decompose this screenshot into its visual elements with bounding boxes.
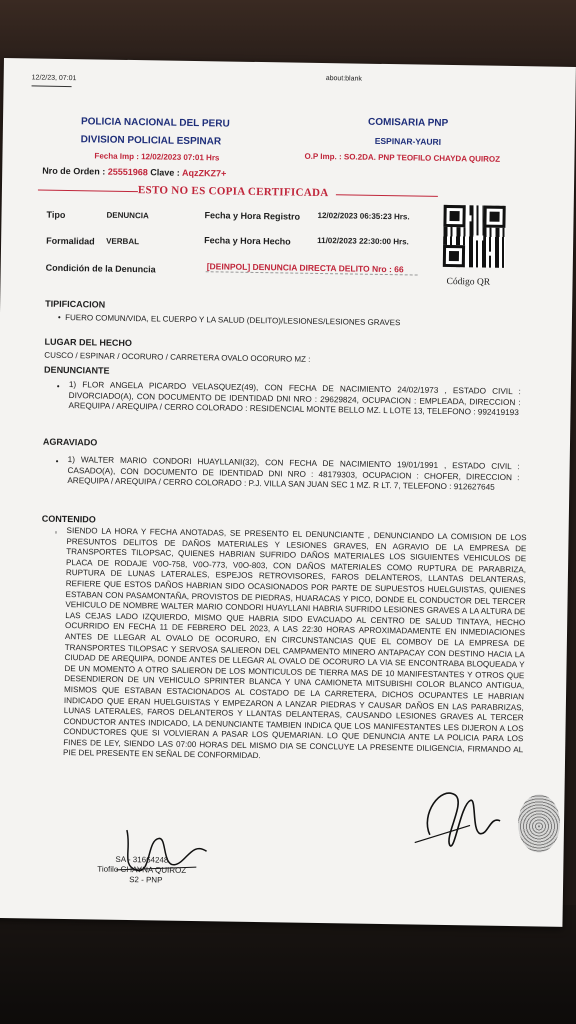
clave-label: Clave : — [150, 167, 180, 178]
hecho-value: 11/02/2023 22:30:00 Hrs. — [317, 235, 409, 247]
header-underline — [32, 85, 72, 87]
contenido-bullet: ◦ — [54, 527, 58, 537]
division-name: DIVISION POLICIAL ESPINAR — [80, 134, 222, 148]
formalidad-value: VERBAL — [106, 236, 140, 247]
print-url: about:blank — [325, 75, 362, 83]
lugar-value: CUSCO / ESPINAR / OCORURO / CARRETERA OVALO OCORURO MZ : — [44, 350, 311, 364]
tipificacion-title: TIPIFICACION — [45, 298, 106, 310]
officer-id: SA - 31664248 — [115, 854, 169, 865]
denunciante-title: DENUNCIANTE — [44, 364, 110, 376]
print-datetime: 12/2/23, 07:01 — [31, 74, 77, 83]
qr-label: Código QR — [446, 276, 491, 288]
agraviado-title: AGRAVIADO — [42, 436, 98, 448]
org-name: POLICIA NACIONAL DEL PERU — [80, 116, 230, 130]
officer-name: Tiofilo CHAYNA QUIROZ — [97, 864, 187, 875]
order-line — [42, 166, 226, 179]
fingerprint — [518, 794, 561, 853]
document-page — [0, 58, 576, 927]
condicion-value: [DEINPOL] DENUNCIA DIRECTA DELITO Nro : 66 — [206, 261, 404, 275]
registro-label: Fecha y Hora Registro — [204, 210, 301, 222]
orden-value: 25551968 — [107, 166, 148, 178]
tipo-label: Tipo — [46, 209, 66, 220]
comisaria-location: ESPINAR-YAURI — [374, 135, 442, 147]
contenido-text: SIENDO LA HORA Y FECHA ANOTADAS, SE PRESENTO EL DENUNCIANTE , DENUNCIANDO LA COMISION DE LOS PRESUNTOS DELITOS DE DAÑOS MATERIALES Y LESIONES GRAVES, EN AGRAVIO DE LA EMPRESA DE TRANSPORTES TILOPSAC, QUIENES HABRIAN SUFRIDO DAÑOS MATERIALES LOS SIGUIENTES VEHICULOS DE PLACA DE RODAJE V0O-758, V0O-773, V0O-803, CON DAÑOS MATERIALES COMO RUPTURA DE PARABRIZA, RUPTURA DE LUNAS LATERALES, ESPEJOS RETROVISORES, FAROS DELANTEROS, LLANTAS DELANTERAS, REFIERE QUE ESTOS DAÑOS HABRIAN SIDO OCASIONADOS POR PARTE DE SUPUESTOS HUELGUISTAS, QUIENES ESTABAN CON PASAMONTAÑA, PROVISTOS DE PIEDRAS, HUARACAS Y PICO, DONDE EL CONDUCTOR DEL TERCER VEHICULO DE NOMBRE WALTER MARIO CONDORI HUAYLLANI HABRIA SUFRIDO LESIONES GRAVES A LA ALTURA DE LAS CEJAS LADO IZQUIERDO, MISMO QUE HABRIA SIDO EVACUADO AL CENTRO DE SALUD TINTAYA, HECHO OCURRIDO EN FECHA 11 DE FEBRERO DEL 2023, A LAS 22:30 HORAS APROXIMADAMENTE EN INMEDIACIONES ANTES DE LLEGAR AL OVALO DE OCORURO, EN CIRCUNSTANCIAS QUE EL COMBOY DE LA EMPRESA DE TRANSPORTES TILOPSAC Y SERVOSA SALIERON DEL CAMPAMENTO MINERO ANTAPACAY CON DESTINO HACIA LA CIUDAD DE AREQUIPA, DONDE ANTES DE LLEGAR AL OVALO DE OCORURO LA VIA SE ENCONTRABA BLOQUEADA Y DE UN MOMENTO A OTRO SALIERON DE LOS MONTICULOS DE TIERRA MAS DE 10 MANIFESTANTES Y OTROS QUE DESENDIERON DE UN VEHICULO SPRINTER BLANCA Y UNA CAMIONETA MITSUBISHI COLOR BLANCO ANTIGUA, MISMOS QUE ESTABAN ESTACIONADOS AL COSTADO DE LA CARRETERA, DICHOS OCUPANTES LE HABRIAN INDICADO QUE ERAN HUELGUISTAS Y EMPEZARON A LANZAR PIEDRAS Y CAUSAR DAÑOS EN LAS PARABRIZAS, LUNAS LATERALES, FAROS DELANTEROS Y LLANTAS DELANTERAS, CAUSANDO LESIONES GRAVES AL TERCER CONDUCTOR ANTES INDICADO, LA DENUNCIANTE TAMBIEN INDICA QUE LOS MANIFESTANTES LES DIJERON A LOS CONDUCTORES QUE SI VOLVIERAN A PASAR LOS QUEMARIAN. LO QUE DENUNCIA ANTE LA POLICIA PARA LOS FINES DE LEY, SIENDO LAS 07:00 HORAS DEL MISMO DIA SE CONCLUYE LA PRESENTE DILIGENCIA, FIRMANDO AL PIE DEL PRESENTE EN SEÑAL DE CONFORMIDAD. — [63, 526, 527, 761]
tipificacion-text: FUERO COMUN/VIDA, EL CUERPO Y LA SALUD (DELITO)/LESIONES/LESIONES GRAVES — [65, 312, 401, 328]
banner-text: ESTO NO ES COPIA CERTIFICADA — [137, 184, 329, 200]
qr-code-icon — [443, 205, 506, 268]
denunciante-bullet: • — [56, 381, 60, 391]
agraviado-bullet: • — [55, 456, 59, 466]
orden-label: Nro de Orden : — [42, 165, 106, 177]
hecho-label: Fecha y Hora Hecho — [204, 235, 291, 247]
denunciante-item: 1) FLOR ANGELA PICARDO VELASQUEZ(49), CON FECHA DE NACIMIENTO 24/02/1973 , ESTADO CIVIL : DIVORCIADO(A), CON DOCUMENTO DE IDENTIDAD DNI NRO : 29629824, OCUPACION : EMPLEADA, DIRECCION : AREQUIPA / AREQUIPA / CERRO COLORADO : RESIDENCIAL MONTE BELLO MZ. L LOTE 13, TELEFONO : 992419193 — [68, 380, 521, 418]
officer-rank: S2 - PNP — [129, 875, 163, 885]
formalidad-label: Formalidad — [46, 235, 95, 247]
condicion-label: Condición de la Denuncia — [45, 262, 156, 275]
registro-value: 12/02/2023 06:35:23 Hrs. — [317, 210, 410, 222]
lugar-title: LUGAR DEL HECHO — [44, 336, 132, 349]
tipificacion-item: • FUERO COMUN/VIDA, EL CUERPO Y LA SALUD (DELITO)/LESIONES/LESIONES GRAVES — [57, 312, 401, 328]
banner-rule-right — [336, 194, 438, 197]
fecha-imp: Fecha Imp : 12/02/2023 07:01 Hrs — [94, 151, 220, 163]
comisaria-name: COMISARIA PNP — [367, 116, 449, 129]
agraviado-item: 1) WALTER MARIO CONDORI HUAYLLANI(32), CON FECHA DE NACIMIENTO 19/01/1991 , ESTADO CIVIL : CASADO(A), CON DOCUMENTO DE IDENTIDAD DNI NRO : 48179303, OCUPACION : CHOFER, DIRECCION : AREQUIPA / AREQUIPA / CERRO COLORADO : P.J. VILLA SAN JUAN SEC 1 MZ. R LT. 7, TELEFONO : 912627645 — [67, 455, 520, 492]
op-imp: O.P Imp. : SO.2DA. PNP TEOFILO CHAYDA QUIROZ — [304, 151, 501, 164]
banner-rule-left — [38, 190, 138, 193]
tipo-value: DENUNCIA — [106, 210, 149, 221]
denunciante-signature — [410, 774, 511, 856]
clave-value: AqzZKZ7+ — [181, 167, 227, 179]
contenido-title: CONTENIDO — [41, 513, 96, 525]
